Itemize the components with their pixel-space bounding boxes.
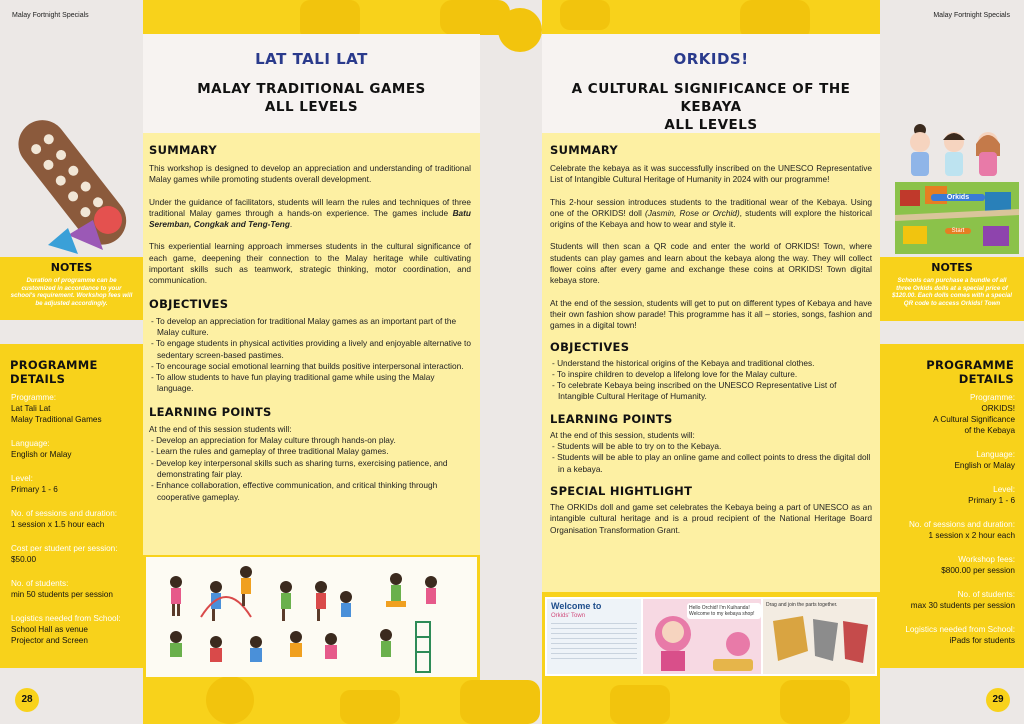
detail-value: ORKIDS!: [981, 404, 1015, 413]
congkak-board-image: [8, 110, 136, 255]
right-title-box: [542, 34, 880, 133]
left-learning-heading: LEARNING POINTS: [149, 404, 272, 419]
list-item: - Enhance collaboration, effective communication, and critical thinking through cooperative gameplay.: [151, 480, 438, 502]
detail-label: Programme:: [11, 393, 57, 402]
right-special-text: The ORKIDs doll and game set celebrates the Kebaya being a part of UNESCO as an intangible cultural heritage and is a proud recipient of the National Heritage Board Organisation Transformation Grant.: [550, 501, 872, 535]
left-summary-p2-text: Under the guidance of facilitators, students will learn the rules and techniques of three traditional Malay games through a hands-on experience. The games include: [149, 196, 471, 218]
right-programme-title: ORKIDS!: [673, 50, 749, 68]
detail-value: Malay Traditional Games: [11, 415, 102, 424]
right-notes-box: [880, 257, 1024, 321]
list-item: - Understand the historical origins of the Kebaya and traditional clothes.: [552, 357, 815, 368]
detail-value: of the Kebaya: [964, 426, 1015, 435]
detail-label: No. of sessions and duration:: [908, 520, 1015, 529]
right-summary-p1: Celebrate the kebaya as it was successfully inscribed on the UNESCO Representative List of Intangible Cultural Heritage of Humanity in 2024 with our programme!: [550, 163, 872, 185]
detail-value: $50.00: [11, 555, 37, 564]
welcome-screen: [547, 599, 641, 674]
left-summary-heading: SUMMARY: [149, 143, 218, 157]
running-header-left: Malay Fortnight Specials: [12, 12, 89, 19]
detail-value: Primary 1 - 6: [968, 496, 1015, 505]
running-header-right: Malay Fortnight Specials: [933, 12, 1010, 19]
left-summary-p3: This experiential learning approach immerses students in the cultural significance of each game, deepening their connection to the Malay heritage while cultivating important skills such as teamwork, strategic thinking, motor coordination, and communication.: [149, 241, 471, 286]
list-item: - To celebrate Kebaya being inscribed on the UNESCO Representative List of Intangible Cultural Heritage of Humanity.: [552, 380, 837, 402]
list-item: - Develop an appreciation for Malay culture through hands-on play.: [151, 435, 396, 446]
detail-value: Primary 1 - 6: [11, 485, 58, 494]
kebaya-shop-screen: [643, 599, 761, 674]
detail-value: max 30 students per session: [910, 601, 1015, 610]
detail-value: min 50 students per session: [11, 590, 113, 599]
list-item: - Develop key interpersonal skills such as sharing turns, exercising patience, and demonstrating fair play.: [151, 457, 448, 479]
list-item: - To allow students to have fun playing traditional game while using the Malay language.: [151, 372, 435, 394]
town-sign: Orkids: [931, 194, 985, 201]
right-objectives-heading: OBJECTIVES: [550, 339, 630, 354]
left-learning-intro: At the end of this session students will:: [149, 423, 292, 434]
right-notes-heading: NOTES: [931, 261, 973, 274]
detail-label: Logistics needed from School:: [905, 625, 1015, 634]
detail-label: Programme:: [969, 393, 1015, 402]
list-item: - Learn the rules and gameplay of three traditional Malay games.: [151, 446, 389, 457]
left-children-illustration: [146, 557, 477, 677]
list-item: - To encourage social emotional learning that builds positive interpersonal interaction.: [151, 360, 464, 371]
shop-greeting: Hello Orchid! I'm Kuihanda! Welcome to my kebaya shop!: [687, 603, 761, 619]
detail-value: iPads for students: [949, 636, 1015, 645]
detail-value: 1 session x 2 hour each: [928, 531, 1015, 540]
detail-label: Language:: [976, 450, 1015, 459]
list-item: - Students will be able to play an online game and collect points to dress the digital doll in a kebaya.: [552, 452, 871, 474]
right-special-heading: SPECIAL HIGHTLIGHT: [550, 483, 693, 498]
left-objectives-heading: OBJECTIVES: [149, 296, 229, 311]
left-notes-box: [0, 257, 143, 320]
list-item: - To inspire children to develop a lifelong love for the Malay culture.: [552, 368, 798, 379]
left-subtitle-1: MALAY TRADITIONAL GAMES: [197, 81, 426, 97]
welcome-title: Welcome to: [551, 601, 602, 611]
left-objectives-list: [149, 316, 471, 395]
left-programme-list: [11, 392, 143, 646]
right-summary-heading: SUMMARY: [550, 143, 619, 157]
detail-value: English or Malay: [954, 461, 1015, 470]
detail-value: English or Malay: [11, 450, 72, 459]
left-programme-title: LAT TALI LAT: [255, 50, 368, 68]
right-programme-heading: PROGRAMME DETAILS: [926, 358, 1014, 386]
left-summary-p2: [149, 197, 471, 231]
children-playing-image: [146, 557, 477, 677]
left-subtitle-2: ALL LEVELS: [264, 99, 359, 115]
page-number-left: 28: [15, 688, 39, 712]
right-summary-p3: Students will then scan a QR code and enter the world of ORKIDS! Town, where students can play games and learn about the kebaya along the way. They will collect flower coins after every game and exchange these coins at ORKIDS! Town digital kebaya store.: [550, 241, 872, 286]
detail-label: Cost per student per session:: [11, 544, 118, 553]
list-item: - To develop an appreciation for traditional Malay games as an important part of the Malay culture.: [151, 315, 457, 337]
welcome-body-text: [551, 623, 637, 659]
town-map-icon: [895, 182, 1019, 254]
puzzle-screen: [763, 599, 875, 674]
left-programme-details: [0, 344, 143, 668]
detail-value: Projector and Screen: [11, 636, 88, 645]
start-button[interactable]: Start: [945, 228, 971, 234]
left-notes-text: Duration of programme can be customized in accordance to your school's requirement. Workshop fees will be adjusted accordingly.: [10, 277, 133, 307]
detail-label: No. of students:: [957, 590, 1015, 599]
right-doll-names: (Jasmin, Rose or Orchid): [644, 207, 740, 218]
right-programme-details: [880, 344, 1024, 668]
left-notes-heading: NOTES: [50, 261, 93, 274]
detail-value: School Hall as venue: [11, 625, 88, 634]
right-summary-p4: At the end of the session, students will get to put on different types of Kebaya and have their own fashion show parade! This programme has it all – stories, songs, fashion and games in a digital town!: [550, 297, 872, 331]
left-learning-list: [149, 435, 471, 503]
detail-label: Logistics needed from School:: [11, 614, 121, 623]
right-summary-p2-end: , students will explore the historical origins of the Kebaya and how to wear and style it.: [550, 207, 872, 230]
detail-value: Lat Tali Lat: [11, 404, 51, 413]
right-learning-intro: At the end of this session, students will:: [550, 429, 695, 440]
detail-value: $800.00 per session: [941, 566, 1015, 575]
right-objectives-list: [550, 358, 872, 403]
right-learning-heading: LEARNING POINTS: [550, 411, 673, 426]
detail-value: 1 session x 1.5 hour each: [11, 520, 105, 529]
list-item: - To engage students in physical activities providing a lively and enjoyable alternative to sedentary screen-based pastimes.: [151, 338, 471, 360]
detail-label: Level:: [11, 474, 33, 483]
right-subtitle-2: ALL LEVELS: [664, 117, 758, 133]
detail-label: No. of sessions and duration:: [11, 509, 118, 518]
orkids-town-image: [895, 182, 1019, 254]
detail-value: A Cultural Significance: [933, 415, 1015, 424]
right-learning-list: [550, 441, 872, 475]
detail-label: Language:: [11, 439, 50, 448]
detail-label: No. of students:: [11, 579, 69, 588]
puzzle-instruction: Drag and join the parts together.: [766, 602, 838, 608]
right-notes-text: Schools can purchase a bundle of all three Orkids dolls at a special price of $120.00. Each dolls comes with a special QR code to access Orkids! Town: [891, 277, 1013, 307]
right-summary-p2: [550, 197, 872, 231]
left-title-box: [143, 34, 480, 133]
list-item: - Students will be able to try on to the Kebaya.: [552, 441, 722, 452]
page-number-right: 29: [986, 688, 1010, 712]
right-subtitle-1: A CULTURAL SIGNIFICANCE OF THE KEBAYA: [571, 81, 851, 115]
right-content: [550, 143, 872, 536]
right-programme-list: [880, 392, 1015, 646]
puzzle-pieces-image: [763, 611, 875, 671]
detail-label: Workshop fees:: [958, 555, 1015, 564]
detail-label: Level:: [993, 485, 1015, 494]
orkids-dolls-image: [902, 122, 1006, 184]
orkids-game-screens: [545, 597, 877, 676]
left-summary-p2-end: .: [289, 219, 293, 230]
left-programme-heading: PROGRAMME DETAILS: [10, 358, 98, 386]
left-content: [149, 143, 471, 503]
welcome-subtitle: Orkids' Town: [551, 613, 586, 619]
left-games-list: Batu Seremban, Congkak and Teng-Teng: [149, 207, 471, 230]
right-summary-p2-text: This 2-hour session introduces students to the traditional wear of the Kebaya. Using one of the ORKIDS! doll: [550, 196, 872, 218]
left-summary-p1: This workshop is designed to develop an appreciation and understanding of traditional Malay games while promoting students overall development.: [149, 163, 471, 185]
